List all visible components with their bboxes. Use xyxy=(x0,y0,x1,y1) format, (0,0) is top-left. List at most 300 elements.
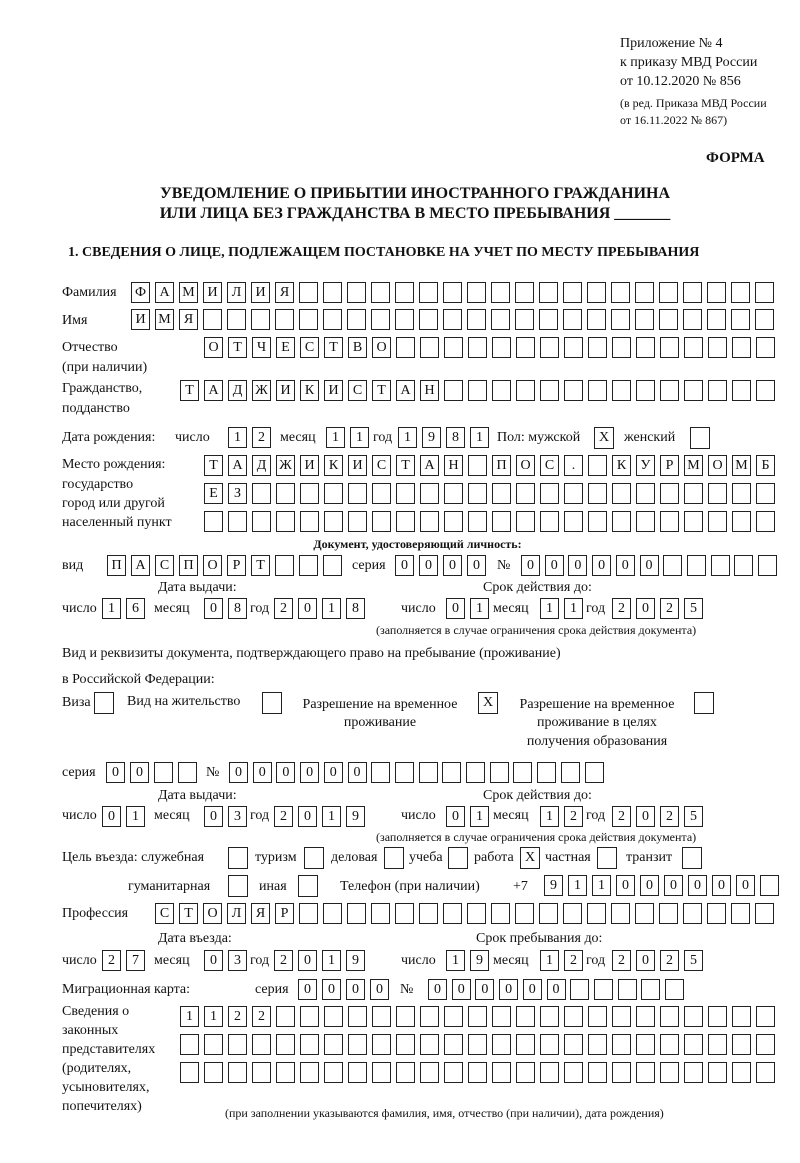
name-char-box[interactable]: Я xyxy=(179,309,198,330)
reps2-char-box[interactable] xyxy=(180,1034,199,1055)
reps3-char-box[interactable] xyxy=(228,1062,247,1083)
profession-char-box[interactable] xyxy=(299,903,318,924)
citizenship-char-box[interactable]: А xyxy=(396,380,415,401)
birth-day-char-box[interactable]: 2 xyxy=(252,427,271,448)
citizenship-char-box[interactable] xyxy=(492,380,511,401)
stay-number-char-box[interactable]: 0 xyxy=(229,762,248,783)
mig-number-char-box[interactable] xyxy=(641,979,660,1000)
birthplace1-char-box[interactable]: У xyxy=(636,455,655,476)
reps1-char-box[interactable]: 1 xyxy=(204,1006,223,1027)
reps3-char-box[interactable] xyxy=(252,1062,271,1083)
reps3-char-box[interactable] xyxy=(444,1062,463,1083)
birthplace3-char-box[interactable] xyxy=(540,511,559,532)
profession-char-box[interactable] xyxy=(563,903,582,924)
stay-until-day-char-box[interactable]: 1 xyxy=(446,950,465,971)
birthplace1-char-box[interactable]: Т xyxy=(396,455,415,476)
birth-day-char-box[interactable]: 1 xyxy=(228,427,247,448)
entry-year-char-box[interactable]: 0 xyxy=(298,950,317,971)
stay-number-char-box[interactable] xyxy=(585,762,604,783)
stay-valid-month-char-box[interactable]: 1 xyxy=(540,806,559,827)
doc-series-char-box[interactable]: 0 xyxy=(395,555,414,576)
birthplace2-char-box[interactable] xyxy=(636,483,655,504)
surname-char-box[interactable]: Я xyxy=(275,282,294,303)
name-char-box[interactable] xyxy=(203,309,222,330)
birthplace3-char-box[interactable] xyxy=(588,511,607,532)
birthplace2-char-box[interactable] xyxy=(708,483,727,504)
surname-char-box[interactable] xyxy=(587,282,606,303)
birthplace1-char-box[interactable]: М xyxy=(684,455,703,476)
doc-number-char-box[interactable] xyxy=(758,555,777,576)
stay-number-char-box[interactable]: 0 xyxy=(276,762,295,783)
surname-char-box[interactable]: И xyxy=(251,282,270,303)
birthplace1-char-box[interactable]: И xyxy=(348,455,367,476)
doc-issue-year-char-box[interactable]: 8 xyxy=(346,598,365,619)
reps1-char-box[interactable] xyxy=(516,1006,535,1027)
profession-char-box[interactable] xyxy=(611,903,630,924)
mig-number-char-box[interactable]: 0 xyxy=(547,979,566,1000)
sex-male-checkbox[interactable]: X xyxy=(594,427,614,449)
doc-number-char-box[interactable]: 0 xyxy=(592,555,611,576)
citizenship-char-box[interactable]: А xyxy=(204,380,223,401)
birthplace3-char-box[interactable] xyxy=(276,511,295,532)
purpose-official-checkbox[interactable] xyxy=(228,847,248,869)
profession-char-box[interactable] xyxy=(347,903,366,924)
birthplace1-char-box[interactable]: М xyxy=(732,455,751,476)
birthplace3-char-box[interactable] xyxy=(708,511,727,532)
name-char-box[interactable] xyxy=(323,309,342,330)
doc-issue-day-char-box[interactable]: 1 xyxy=(102,598,121,619)
birthplace2-char-box[interactable] xyxy=(468,483,487,504)
surname-char-box[interactable] xyxy=(323,282,342,303)
birthplace1-char-box[interactable]: . xyxy=(564,455,583,476)
purpose-study-checkbox[interactable] xyxy=(448,847,468,869)
mig-number-char-box[interactable]: 0 xyxy=(428,979,447,1000)
stay-number-char-box[interactable]: 0 xyxy=(348,762,367,783)
stay-until-month-char-box[interactable]: 1 xyxy=(540,950,559,971)
birthplace2-char-box[interactable] xyxy=(588,483,607,504)
reps1-char-box[interactable] xyxy=(732,1006,751,1027)
doc-kind-char-box[interactable]: П xyxy=(107,555,126,576)
birthplace1-char-box[interactable]: А xyxy=(228,455,247,476)
temp-residence-edu-checkbox[interactable] xyxy=(694,692,714,714)
doc-number-char-box[interactable]: 0 xyxy=(640,555,659,576)
surname-char-box[interactable] xyxy=(299,282,318,303)
surname-char-box[interactable] xyxy=(419,282,438,303)
birthplace3-char-box[interactable] xyxy=(324,511,343,532)
stay-series-char-box[interactable]: 0 xyxy=(106,762,125,783)
reps2-char-box[interactable] xyxy=(588,1034,607,1055)
birthplace3-char-box[interactable] xyxy=(732,511,751,532)
surname-char-box[interactable] xyxy=(515,282,534,303)
profession-char-box[interactable] xyxy=(707,903,726,924)
birthplace1-char-box[interactable]: К xyxy=(612,455,631,476)
birthplace1-char-box[interactable]: Н xyxy=(444,455,463,476)
name-char-box[interactable] xyxy=(467,309,486,330)
birthplace1-char-box[interactable]: А xyxy=(420,455,439,476)
reps2-char-box[interactable] xyxy=(204,1034,223,1055)
patronymic-char-box[interactable]: С xyxy=(300,337,319,358)
birthplace1-char-box[interactable]: С xyxy=(372,455,391,476)
reps3-char-box[interactable] xyxy=(516,1062,535,1083)
stay-until-month-char-box[interactable]: 2 xyxy=(564,950,583,971)
stay-issue-day-char-box[interactable]: 1 xyxy=(126,806,145,827)
surname-char-box[interactable] xyxy=(731,282,750,303)
stay-number-char-box[interactable]: 0 xyxy=(300,762,319,783)
doc-number-char-box[interactable]: 0 xyxy=(616,555,635,576)
reps3-char-box[interactable] xyxy=(396,1062,415,1083)
reps1-char-box[interactable] xyxy=(492,1006,511,1027)
profession-char-box[interactable] xyxy=(467,903,486,924)
doc-kind-char-box[interactable]: Т xyxy=(251,555,270,576)
stay-issue-year-char-box[interactable]: 2 xyxy=(274,806,293,827)
citizenship-char-box[interactable]: И xyxy=(276,380,295,401)
surname-char-box[interactable] xyxy=(467,282,486,303)
reps2-char-box[interactable] xyxy=(420,1034,439,1055)
stay-issue-year-char-box[interactable]: 0 xyxy=(298,806,317,827)
reps2-char-box[interactable] xyxy=(660,1034,679,1055)
stay-valid-day-char-box[interactable]: 0 xyxy=(446,806,465,827)
doc-valid-month-char-box[interactable]: 1 xyxy=(540,598,559,619)
name-char-box[interactable] xyxy=(371,309,390,330)
reps2-char-box[interactable] xyxy=(252,1034,271,1055)
surname-char-box[interactable]: М xyxy=(179,282,198,303)
doc-kind-char-box[interactable]: А xyxy=(131,555,150,576)
birthplace2-char-box[interactable] xyxy=(756,483,775,504)
reps3-char-box[interactable] xyxy=(468,1062,487,1083)
citizenship-char-box[interactable] xyxy=(540,380,559,401)
reps3-char-box[interactable] xyxy=(300,1062,319,1083)
profession-char-box[interactable] xyxy=(731,903,750,924)
patronymic-char-box[interactable] xyxy=(564,337,583,358)
surname-char-box[interactable] xyxy=(347,282,366,303)
purpose-private-checkbox[interactable] xyxy=(597,847,617,869)
birthplace1-char-box[interactable]: И xyxy=(300,455,319,476)
reps1-char-box[interactable]: 2 xyxy=(252,1006,271,1027)
name-char-box[interactable] xyxy=(227,309,246,330)
mig-series-char-box[interactable]: 0 xyxy=(322,979,341,1000)
doc-valid-year-char-box[interactable]: 2 xyxy=(612,598,631,619)
name-char-box[interactable] xyxy=(347,309,366,330)
birthplace2-char-box[interactable] xyxy=(612,483,631,504)
patronymic-char-box[interactable] xyxy=(756,337,775,358)
stay-valid-month-char-box[interactable]: 2 xyxy=(564,806,583,827)
birthplace3-char-box[interactable] xyxy=(684,511,703,532)
entry-day-char-box[interactable]: 7 xyxy=(126,950,145,971)
patronymic-char-box[interactable]: Е xyxy=(276,337,295,358)
stay-number-char-box[interactable] xyxy=(442,762,461,783)
birth-month-char-box[interactable]: 1 xyxy=(350,427,369,448)
reps1-char-box[interactable]: 1 xyxy=(180,1006,199,1027)
birthplace2-char-box[interactable] xyxy=(276,483,295,504)
doc-valid-year-char-box[interactable]: 0 xyxy=(636,598,655,619)
stay-number-char-box[interactable] xyxy=(419,762,438,783)
doc-issue-year-char-box[interactable]: 0 xyxy=(298,598,317,619)
mig-series-char-box[interactable]: 0 xyxy=(370,979,389,1000)
citizenship-char-box[interactable]: Ж xyxy=(252,380,271,401)
birthplace1-char-box[interactable] xyxy=(468,455,487,476)
phone-char-box[interactable]: 0 xyxy=(664,875,683,896)
purpose-humanitarian-checkbox[interactable] xyxy=(228,875,248,897)
birthplace1-char-box[interactable]: Р xyxy=(660,455,679,476)
mig-number-char-box[interactable] xyxy=(594,979,613,1000)
stay-number-char-box[interactable] xyxy=(513,762,532,783)
stay-series-char-box[interactable] xyxy=(154,762,173,783)
reps1-char-box[interactable]: 2 xyxy=(228,1006,247,1027)
reps2-char-box[interactable] xyxy=(300,1034,319,1055)
surname-char-box[interactable]: Л xyxy=(227,282,246,303)
citizenship-char-box[interactable]: С xyxy=(348,380,367,401)
purpose-tourism-checkbox[interactable] xyxy=(304,847,324,869)
citizenship-char-box[interactable] xyxy=(660,380,679,401)
reps2-char-box[interactable] xyxy=(276,1034,295,1055)
name-char-box[interactable] xyxy=(683,309,702,330)
citizenship-char-box[interactable] xyxy=(564,380,583,401)
birthplace3-char-box[interactable] xyxy=(660,511,679,532)
surname-char-box[interactable] xyxy=(611,282,630,303)
birthplace2-char-box[interactable] xyxy=(372,483,391,504)
profession-char-box[interactable]: Т xyxy=(179,903,198,924)
name-char-box[interactable] xyxy=(395,309,414,330)
phone-char-box[interactable]: 1 xyxy=(568,875,587,896)
stay-until-year-char-box[interactable]: 0 xyxy=(636,950,655,971)
citizenship-char-box[interactable]: Н xyxy=(420,380,439,401)
birthplace1-char-box[interactable]: Б xyxy=(756,455,775,476)
birthplace3-char-box[interactable] xyxy=(252,511,271,532)
reps2-char-box[interactable] xyxy=(684,1034,703,1055)
name-char-box[interactable] xyxy=(707,309,726,330)
doc-series-char-box[interactable]: 0 xyxy=(443,555,462,576)
reps1-char-box[interactable] xyxy=(684,1006,703,1027)
birthplace2-char-box[interactable]: З xyxy=(228,483,247,504)
stay-until-year-char-box[interactable]: 5 xyxy=(684,950,703,971)
birthplace3-char-box[interactable] xyxy=(420,511,439,532)
reps1-char-box[interactable] xyxy=(708,1006,727,1027)
birthplace2-char-box[interactable]: Е xyxy=(204,483,223,504)
doc-kind-char-box[interactable] xyxy=(323,555,342,576)
birthplace3-char-box[interactable] xyxy=(756,511,775,532)
surname-char-box[interactable] xyxy=(443,282,462,303)
patronymic-char-box[interactable]: В xyxy=(348,337,367,358)
reps2-char-box[interactable] xyxy=(324,1034,343,1055)
patronymic-char-box[interactable]: О xyxy=(372,337,391,358)
patronymic-char-box[interactable] xyxy=(708,337,727,358)
reps3-char-box[interactable] xyxy=(708,1062,727,1083)
reps3-char-box[interactable] xyxy=(756,1062,775,1083)
surname-char-box[interactable] xyxy=(707,282,726,303)
birth-year-char-box[interactable]: 1 xyxy=(470,427,489,448)
profession-char-box[interactable] xyxy=(635,903,654,924)
birthplace2-char-box[interactable] xyxy=(300,483,319,504)
reps1-char-box[interactable] xyxy=(564,1006,583,1027)
birthplace2-char-box[interactable] xyxy=(516,483,535,504)
patronymic-char-box[interactable] xyxy=(444,337,463,358)
reps1-char-box[interactable] xyxy=(396,1006,415,1027)
residence-permit-checkbox[interactable] xyxy=(262,692,282,714)
citizenship-char-box[interactable] xyxy=(516,380,535,401)
purpose-business-checkbox[interactable] xyxy=(384,847,404,869)
stay-series-char-box[interactable] xyxy=(178,762,197,783)
reps2-char-box[interactable] xyxy=(348,1034,367,1055)
reps2-char-box[interactable] xyxy=(372,1034,391,1055)
stay-number-char-box[interactable]: 0 xyxy=(253,762,272,783)
birthplace3-char-box[interactable] xyxy=(636,511,655,532)
birthplace2-char-box[interactable] xyxy=(396,483,415,504)
birthplace3-char-box[interactable] xyxy=(396,511,415,532)
name-char-box[interactable] xyxy=(275,309,294,330)
profession-char-box[interactable] xyxy=(659,903,678,924)
mig-series-char-box[interactable]: 0 xyxy=(298,979,317,1000)
citizenship-char-box[interactable]: Д xyxy=(228,380,247,401)
birthplace1-char-box[interactable]: О xyxy=(708,455,727,476)
mig-series-char-box[interactable]: 0 xyxy=(346,979,365,1000)
profession-char-box[interactable] xyxy=(755,903,774,924)
patronymic-char-box[interactable] xyxy=(516,337,535,358)
birthplace3-char-box[interactable] xyxy=(492,511,511,532)
name-char-box[interactable] xyxy=(611,309,630,330)
reps3-char-box[interactable] xyxy=(420,1062,439,1083)
birthplace2-char-box[interactable] xyxy=(492,483,511,504)
doc-valid-year-char-box[interactable]: 5 xyxy=(684,598,703,619)
name-char-box[interactable] xyxy=(659,309,678,330)
patronymic-char-box[interactable] xyxy=(660,337,679,358)
doc-issue-year-char-box[interactable]: 2 xyxy=(274,598,293,619)
reps1-char-box[interactable] xyxy=(300,1006,319,1027)
birth-year-char-box[interactable]: 8 xyxy=(446,427,465,448)
birthplace3-char-box[interactable] xyxy=(204,511,223,532)
stay-series-char-box[interactable]: 0 xyxy=(130,762,149,783)
surname-char-box[interactable] xyxy=(563,282,582,303)
reps2-char-box[interactable] xyxy=(228,1034,247,1055)
purpose-work-checkbox[interactable]: X xyxy=(520,847,540,869)
patronymic-char-box[interactable]: Т xyxy=(228,337,247,358)
birthplace1-char-box[interactable]: П xyxy=(492,455,511,476)
reps3-char-box[interactable] xyxy=(492,1062,511,1083)
stay-number-char-box[interactable] xyxy=(561,762,580,783)
reps2-char-box[interactable] xyxy=(636,1034,655,1055)
reps1-char-box[interactable] xyxy=(588,1006,607,1027)
name-char-box[interactable] xyxy=(515,309,534,330)
surname-char-box[interactable] xyxy=(371,282,390,303)
birthplace3-char-box[interactable] xyxy=(372,511,391,532)
surname-char-box[interactable] xyxy=(659,282,678,303)
reps2-char-box[interactable] xyxy=(540,1034,559,1055)
surname-char-box[interactable] xyxy=(395,282,414,303)
surname-char-box[interactable] xyxy=(539,282,558,303)
citizenship-char-box[interactable] xyxy=(588,380,607,401)
stay-number-char-box[interactable] xyxy=(371,762,390,783)
entry-year-char-box[interactable]: 1 xyxy=(322,950,341,971)
reps1-char-box[interactable] xyxy=(756,1006,775,1027)
birthplace1-char-box[interactable]: С xyxy=(540,455,559,476)
birthplace2-char-box[interactable] xyxy=(564,483,583,504)
mig-number-char-box[interactable] xyxy=(665,979,684,1000)
stay-until-year-char-box[interactable]: 2 xyxy=(660,950,679,971)
doc-number-char-box[interactable] xyxy=(663,555,682,576)
mig-number-char-box[interactable]: 0 xyxy=(452,979,471,1000)
purpose-other-checkbox[interactable] xyxy=(298,875,318,897)
temp-residence-checkbox[interactable]: X xyxy=(478,692,498,714)
reps1-char-box[interactable] xyxy=(636,1006,655,1027)
stay-valid-year-char-box[interactable]: 0 xyxy=(636,806,655,827)
reps1-char-box[interactable] xyxy=(612,1006,631,1027)
reps2-char-box[interactable] xyxy=(732,1034,751,1055)
doc-issue-month-char-box[interactable]: 8 xyxy=(228,598,247,619)
doc-series-char-box[interactable]: 0 xyxy=(467,555,486,576)
reps2-char-box[interactable] xyxy=(708,1034,727,1055)
name-char-box[interactable] xyxy=(443,309,462,330)
reps3-char-box[interactable] xyxy=(588,1062,607,1083)
birthplace1-char-box[interactable]: О xyxy=(516,455,535,476)
profession-char-box[interactable]: О xyxy=(203,903,222,924)
birthplace2-char-box[interactable] xyxy=(324,483,343,504)
phone-char-box[interactable]: 9 xyxy=(544,875,563,896)
doc-valid-day-char-box[interactable]: 1 xyxy=(470,598,489,619)
patronymic-char-box[interactable] xyxy=(396,337,415,358)
birthplace3-char-box[interactable] xyxy=(516,511,535,532)
reps3-char-box[interactable] xyxy=(540,1062,559,1083)
citizenship-char-box[interactable] xyxy=(684,380,703,401)
reps3-char-box[interactable] xyxy=(348,1062,367,1083)
profession-char-box[interactable] xyxy=(371,903,390,924)
entry-year-char-box[interactable]: 2 xyxy=(274,950,293,971)
reps2-char-box[interactable] xyxy=(564,1034,583,1055)
birthplace3-char-box[interactable] xyxy=(228,511,247,532)
reps3-char-box[interactable] xyxy=(636,1062,655,1083)
doc-kind-char-box[interactable]: О xyxy=(203,555,222,576)
patronymic-char-box[interactable] xyxy=(612,337,631,358)
reps3-char-box[interactable] xyxy=(684,1062,703,1083)
profession-char-box[interactable] xyxy=(323,903,342,924)
citizenship-char-box[interactable]: Т xyxy=(372,380,391,401)
birthplace1-char-box[interactable]: Ж xyxy=(276,455,295,476)
name-char-box[interactable] xyxy=(491,309,510,330)
reps3-char-box[interactable] xyxy=(180,1062,199,1083)
doc-kind-char-box[interactable] xyxy=(299,555,318,576)
profession-char-box[interactable] xyxy=(539,903,558,924)
birthplace2-char-box[interactable] xyxy=(348,483,367,504)
patronymic-char-box[interactable] xyxy=(636,337,655,358)
doc-number-char-box[interactable]: 0 xyxy=(568,555,587,576)
doc-issue-day-char-box[interactable]: 6 xyxy=(126,598,145,619)
reps1-char-box[interactable] xyxy=(348,1006,367,1027)
birthplace2-char-box[interactable] xyxy=(444,483,463,504)
reps2-char-box[interactable] xyxy=(516,1034,535,1055)
profession-char-box[interactable] xyxy=(491,903,510,924)
citizenship-char-box[interactable] xyxy=(468,380,487,401)
doc-number-char-box[interactable] xyxy=(711,555,730,576)
citizenship-char-box[interactable]: Т xyxy=(180,380,199,401)
stay-number-char-box[interactable] xyxy=(490,762,509,783)
birthplace3-char-box[interactable] xyxy=(612,511,631,532)
mig-number-char-box[interactable] xyxy=(618,979,637,1000)
profession-char-box[interactable] xyxy=(443,903,462,924)
doc-issue-month-char-box[interactable]: 0 xyxy=(204,598,223,619)
reps3-char-box[interactable] xyxy=(660,1062,679,1083)
doc-kind-char-box[interactable]: П xyxy=(179,555,198,576)
surname-char-box[interactable]: Ф xyxy=(131,282,150,303)
profession-char-box[interactable]: Р xyxy=(275,903,294,924)
name-char-box[interactable]: И xyxy=(131,309,150,330)
profession-char-box[interactable] xyxy=(683,903,702,924)
doc-valid-month-char-box[interactable]: 1 xyxy=(564,598,583,619)
citizenship-char-box[interactable] xyxy=(444,380,463,401)
birth-year-char-box[interactable]: 9 xyxy=(422,427,441,448)
citizenship-char-box[interactable] xyxy=(612,380,631,401)
reps1-char-box[interactable] xyxy=(468,1006,487,1027)
birthplace1-char-box[interactable]: Д xyxy=(252,455,271,476)
mig-number-char-box[interactable]: 0 xyxy=(499,979,518,1000)
birthplace3-char-box[interactable] xyxy=(444,511,463,532)
